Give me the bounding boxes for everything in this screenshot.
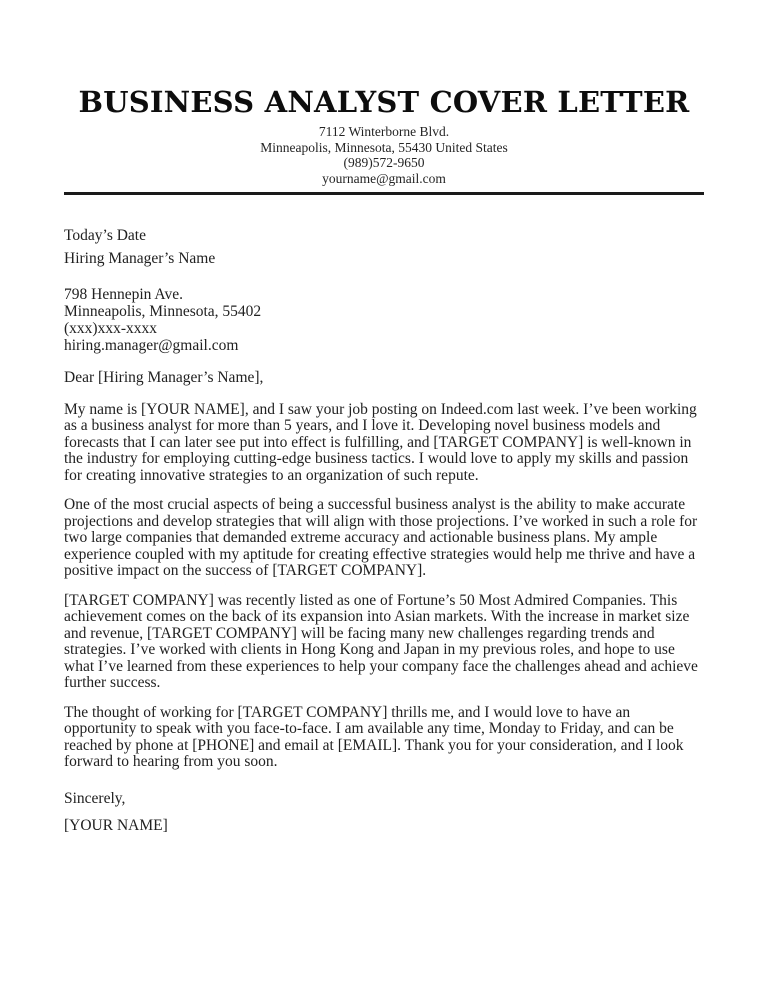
recipient-address-line2: Minneapolis, Minnesota, 55402 <box>64 303 262 320</box>
letterhead-title: BUSINESS ANALYST COVER LETTER <box>78 85 690 119</box>
letterhead-phone: (989)572-9650 <box>343 155 425 170</box>
letterhead-address-line1: 7112 Winterborne Blvd. <box>318 124 450 139</box>
body-paragraph-2: One of the most crucial aspects of being a successful business analyst is the ability to make accurate projections and develop strategies that will align with those projections. I’ve worked in such a role for two large companies that demanded extreme accuracy and actionable business plans. My ample experience coupled with my aptitude for creating effective strategies would help me thrive and have a positive impact on the success of [TARGET COMPANY]. <box>64 496 698 579</box>
letterhead <box>64 86 704 195</box>
salutation: Dear [Hiring Manager’s Name], <box>64 369 264 386</box>
recipient-address-block <box>64 286 704 354</box>
letter-body <box>64 228 704 835</box>
recipient-phone: (xxx)xxx-xxxx <box>64 320 157 337</box>
letterhead-divider <box>64 192 704 195</box>
recipient-address-line1: 798 Hennepin Ave. <box>64 286 183 303</box>
date-line: Today’s Date <box>64 227 146 244</box>
letterhead-email: yourname@gmail.com <box>322 170 446 186</box>
body-paragraph-3: [TARGET COMPANY] was recently listed as one of Fortune’s 50 Most Admired Companies. This achievement comes on the back of its expansion into Asian markets. With the increase in market size and revenue, [TARGET COMPANY] will be facing many new challenges regarding trends and strategies. I’ve worked with clients in Hong Kong and Japan in my previous roles, and hope to use what I’ve learned from these experiences to help your company face the challenges ahead and achieve further success. <box>64 591 698 691</box>
recipient-email: hiring.manager@gmail.com <box>64 337 239 354</box>
closing: Sincerely, <box>64 789 126 807</box>
body-paragraph-4: The thought of working for [TARGET COMPANY] thrills me, and I would love to have an opportunity to speak with you face-to-face. I am available any time, Monday to Friday, and can be reached by phone at [PHONE] and email at [EMAIL]. Thank you for your consideration, and I look forward to hearing from you soon. <box>64 703 684 770</box>
letterhead-address-line2: Minneapolis, Minnesota, 55430 United States <box>260 139 508 155</box>
signature: [YOUR NAME] <box>64 817 168 834</box>
body-paragraph-1: My name is [YOUR NAME], and I saw your job posting on Indeed.com last week. I’ve been working as a business analyst for more than 5 years, and I love it. Developing novel business models and forecasts that I can later see put into effect is fulfilling, and [TARGET COMPANY] is well-known in the industry for employing cutting-edge business tactics. I would love to apply my skills and passion for creating innovative strategies to an organization of such repute. <box>64 400 697 484</box>
recipient-name: Hiring Manager’s Name <box>64 249 216 267</box>
